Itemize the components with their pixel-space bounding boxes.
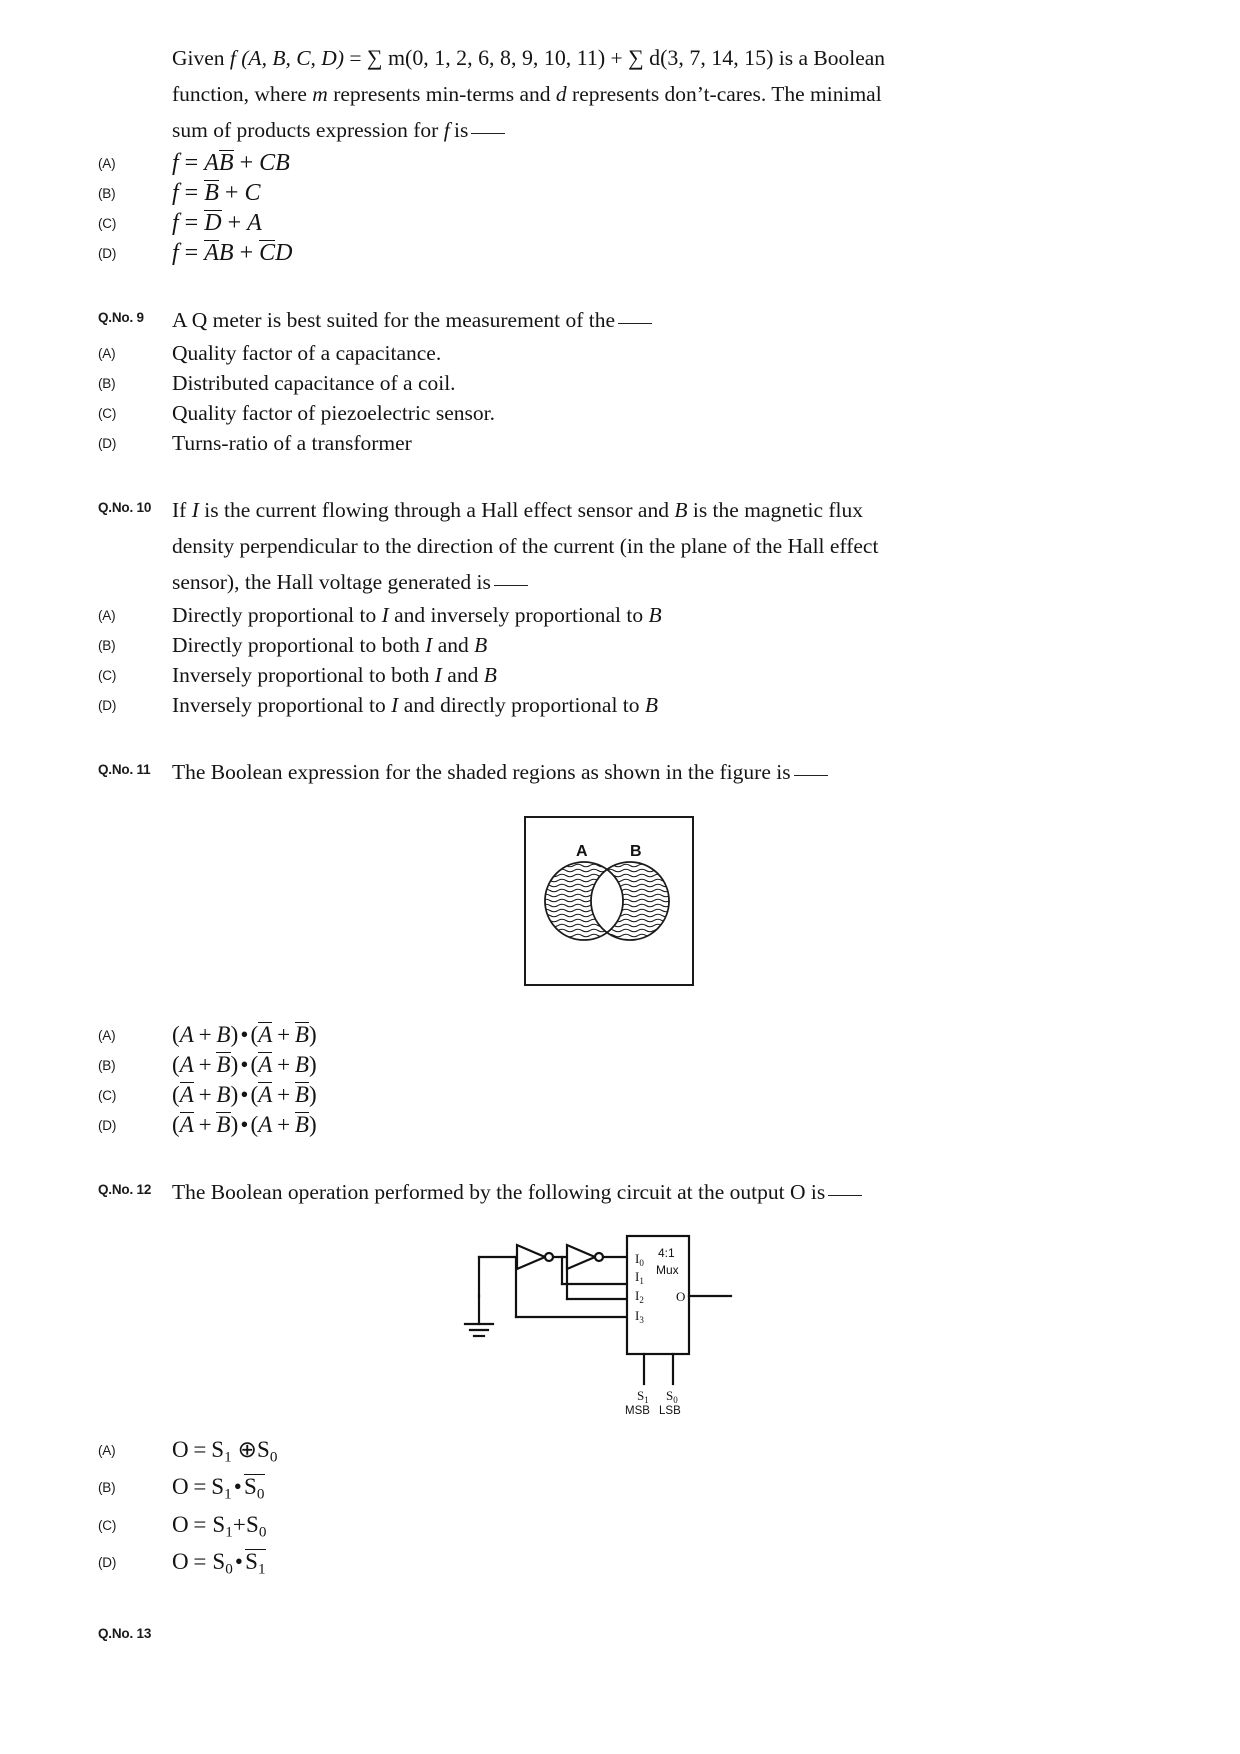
- opt-text-b: and: [432, 633, 475, 657]
- option-key: (D): [98, 1118, 117, 1133]
- option-text: Distributed capacitance of a coil.: [172, 371, 456, 395]
- question-11-option-c[interactable]: [98, 1080, 1120, 1110]
- question-10-option-a[interactable]: [98, 600, 1120, 630]
- venn-label-b: B: [630, 843, 642, 860]
- question-11-stem-text: [172, 754, 1120, 790]
- option-text: Quality factor of piezoelectric sensor.: [172, 401, 495, 425]
- option-key: (C): [98, 216, 117, 231]
- q12-blank: [828, 1195, 862, 1196]
- question-9-option-b[interactable]: [98, 368, 1120, 398]
- q8-blank: [471, 133, 505, 134]
- option-key: (A): [98, 608, 116, 623]
- opt-var-1: I: [381, 603, 389, 627]
- option-key: (B): [98, 1058, 116, 1073]
- mux-name-label: Mux: [656, 1263, 679, 1277]
- option-key: (A): [98, 346, 116, 361]
- question-12-stem-text: [172, 1174, 1120, 1210]
- select-s0-label: $S_0$: [666, 1388, 678, 1405]
- opt-text-b: and: [441, 663, 484, 687]
- mux-circuit-svg: [459, 1224, 759, 1417]
- option-key: (B): [98, 186, 116, 201]
- opt-text-a: Directly proportional to: [172, 603, 382, 627]
- spacer: [98, 790, 1120, 816]
- question-8-option-c[interactable]: [98, 208, 1120, 238]
- opt-var-2: B: [644, 693, 659, 717]
- option-text: [172, 600, 1120, 630]
- opt-text-a: Inversely proportional to both: [172, 663, 435, 687]
- q10-l1a: If: [172, 498, 192, 522]
- question-9-option-c[interactable]: [98, 398, 1120, 428]
- option-text: [172, 630, 1120, 660]
- option-key: (D): [98, 1554, 117, 1570]
- question-10-number: Q.No. 10: [98, 500, 152, 515]
- option-key: (D): [98, 246, 117, 261]
- option-text: [172, 660, 1120, 690]
- q8-line3: sum of products expression for f is: [172, 118, 469, 142]
- mux-ratio-label: 4:1: [658, 1246, 675, 1260]
- option-expression: $O = S_1+S_0$: [172, 1511, 267, 1540]
- q10-var-I: I: [191, 498, 199, 522]
- option-key: (C): [98, 1517, 117, 1533]
- question-11-option-d[interactable]: [98, 1110, 1120, 1140]
- question-12-option-c[interactable]: [98, 1510, 1120, 1547]
- spacer: [98, 1409, 1120, 1435]
- spacer: [98, 720, 1120, 754]
- q10-l3: sensor), the Hall voltage generated is: [172, 570, 491, 594]
- option-expression: $O = S_1•S_0$: [172, 1474, 265, 1503]
- option-key: (B): [98, 638, 116, 653]
- mux-input-i2: $I_2$: [635, 1288, 644, 1305]
- option-text: [172, 690, 1120, 720]
- venn-diagram-svg: [526, 818, 688, 980]
- option-expression: f = AB + CD: [172, 240, 293, 266]
- option-text: Turns-ratio of a transformer: [172, 431, 412, 455]
- opt-var-1: I: [434, 663, 442, 687]
- option-expression: (A + B)•(A + B): [172, 1082, 317, 1107]
- question-13-stem: [98, 1618, 1120, 1641]
- opt-var-1: I: [391, 693, 399, 717]
- option-expression: $O = S_0•S_1$: [172, 1548, 266, 1577]
- question-11-stem: [98, 754, 1120, 790]
- question-12-figure: [98, 1224, 1120, 1417]
- opt-text-a: Inversely proportional to: [172, 693, 392, 717]
- q10-blank: [494, 585, 528, 586]
- option-expression: (A + B)•(A + B): [172, 1112, 317, 1137]
- q8-line1-pre: Given: [172, 46, 230, 70]
- question-11-figure: [98, 816, 1120, 986]
- spacer: [98, 458, 1120, 492]
- venn-diagram: [524, 816, 694, 986]
- option-expression: $O = S_1$ $\oplus S_0$: [172, 1437, 278, 1466]
- opt-text-a: Directly proportional to both: [172, 633, 426, 657]
- q10-l1c: is the magnetic flux: [687, 498, 864, 522]
- option-key: (C): [98, 1088, 117, 1103]
- select-s1-label: $S_1$: [637, 1388, 649, 1405]
- option-key: (A): [98, 1443, 116, 1458]
- question-8-option-d[interactable]: [98, 238, 1120, 268]
- spacer: [98, 268, 1120, 302]
- mux-output-label: O: [676, 1289, 686, 1304]
- option-expression: f = AB + CB: [172, 150, 290, 176]
- question-9-option-a[interactable]: [98, 338, 1120, 368]
- question-10-stem-text: [172, 492, 1120, 600]
- mux-input-i3: $I_3$: [635, 1308, 644, 1325]
- q8-dontcares: ∑ d(3, 7, 14, 15): [628, 45, 774, 70]
- question-8-stem-text: [172, 40, 1120, 148]
- question-8-number: [98, 40, 172, 49]
- q11-stem: The Boolean expression for the shaded regions as shown in the figure is: [172, 760, 791, 784]
- question-8-option-a[interactable]: [98, 148, 1120, 178]
- option-key: (C): [98, 668, 117, 683]
- venn-label-a: A: [576, 843, 588, 860]
- option-key: (A): [98, 156, 116, 171]
- option-key: (D): [98, 698, 117, 713]
- option-expression: (A + B)•(A + B): [172, 1052, 317, 1077]
- option-key: (B): [98, 376, 116, 391]
- question-9-number: Q.No. 9: [98, 310, 144, 325]
- question-10-option-b[interactable]: [98, 630, 1120, 660]
- mux-input-i0: $I_0$: [635, 1251, 644, 1268]
- q11-blank: [794, 775, 828, 776]
- question-8-option-b[interactable]: [98, 178, 1120, 208]
- q9-blank: [618, 323, 652, 324]
- question-11-number: Q.No. 11: [98, 762, 151, 777]
- question-12-option-b[interactable]: [98, 1472, 1120, 1509]
- q8-plus: +: [605, 46, 629, 70]
- q12-stem: The Boolean operation performed by the following circuit at the output O is: [172, 1180, 826, 1204]
- q8-line2: function, where m represents min-terms and d represents don’t-cares. The minimal: [172, 82, 882, 106]
- option-key: (B): [98, 1480, 116, 1496]
- question-12-option-a[interactable]: [98, 1435, 1120, 1472]
- q8-minterms: ∑ m(0, 1, 2, 6, 8, 9, 10, 11): [366, 45, 606, 70]
- opt-var-1: I: [425, 633, 433, 657]
- question-8-stem: [98, 40, 1120, 148]
- question-10-stem: [98, 492, 1120, 600]
- question-13-number: Q.No. 13: [98, 1626, 152, 1641]
- opt-text-b: and inversely proportional to: [388, 603, 649, 627]
- spacer: [98, 986, 1120, 1020]
- q8-eq: =: [343, 46, 367, 70]
- question-12-stem: [98, 1174, 1120, 1210]
- question-12-option-d[interactable]: [98, 1547, 1120, 1584]
- option-text: Quality factor of a capacitance.: [172, 341, 442, 365]
- question-12-number: Q.No. 12: [98, 1182, 152, 1197]
- opt-var-2: B: [474, 633, 488, 657]
- q8-function: f (A, B, C, D): [229, 46, 344, 70]
- question-9-stem-text: [172, 302, 1120, 338]
- option-key: (C): [98, 406, 117, 421]
- select-s0-note: LSB: [659, 1405, 681, 1417]
- option-key: (A): [98, 1028, 116, 1043]
- option-expression: f = D + A: [172, 210, 262, 236]
- spacer: [98, 1140, 1120, 1174]
- question-10-option-c[interactable]: [98, 660, 1120, 690]
- opt-var-2: B: [483, 663, 497, 687]
- question-11-option-a[interactable]: [98, 1020, 1120, 1050]
- mux-input-i1: $I_1$: [635, 1269, 644, 1286]
- q10-l2: density perpendicular to the direction of the current (in the plane of the Hall effect: [172, 534, 879, 558]
- q10-l1b: is the current flowing through a Hall effect sensor and: [198, 498, 675, 522]
- question-10-option-d[interactable]: [98, 690, 1120, 720]
- q9-stem: A Q meter is best suited for the measurement of the: [172, 308, 616, 332]
- opt-var-2: B: [648, 603, 662, 627]
- option-expression: (A + B)•(A + B): [172, 1022, 317, 1047]
- option-expression: f = B + C: [172, 180, 261, 206]
- question-9-option-d[interactable]: [98, 428, 1120, 458]
- question-11-option-b[interactable]: [98, 1050, 1120, 1080]
- q10-var-B: B: [674, 498, 688, 522]
- option-key: (D): [98, 436, 117, 451]
- question-9-stem: [98, 302, 1120, 338]
- q8-line1-post: is a Boolean: [773, 46, 886, 70]
- opt-text-b: and directly proportional to: [398, 693, 645, 717]
- spacer: [98, 1210, 1120, 1224]
- select-s1-note: MSB: [625, 1405, 650, 1417]
- spacer: [98, 1584, 1120, 1618]
